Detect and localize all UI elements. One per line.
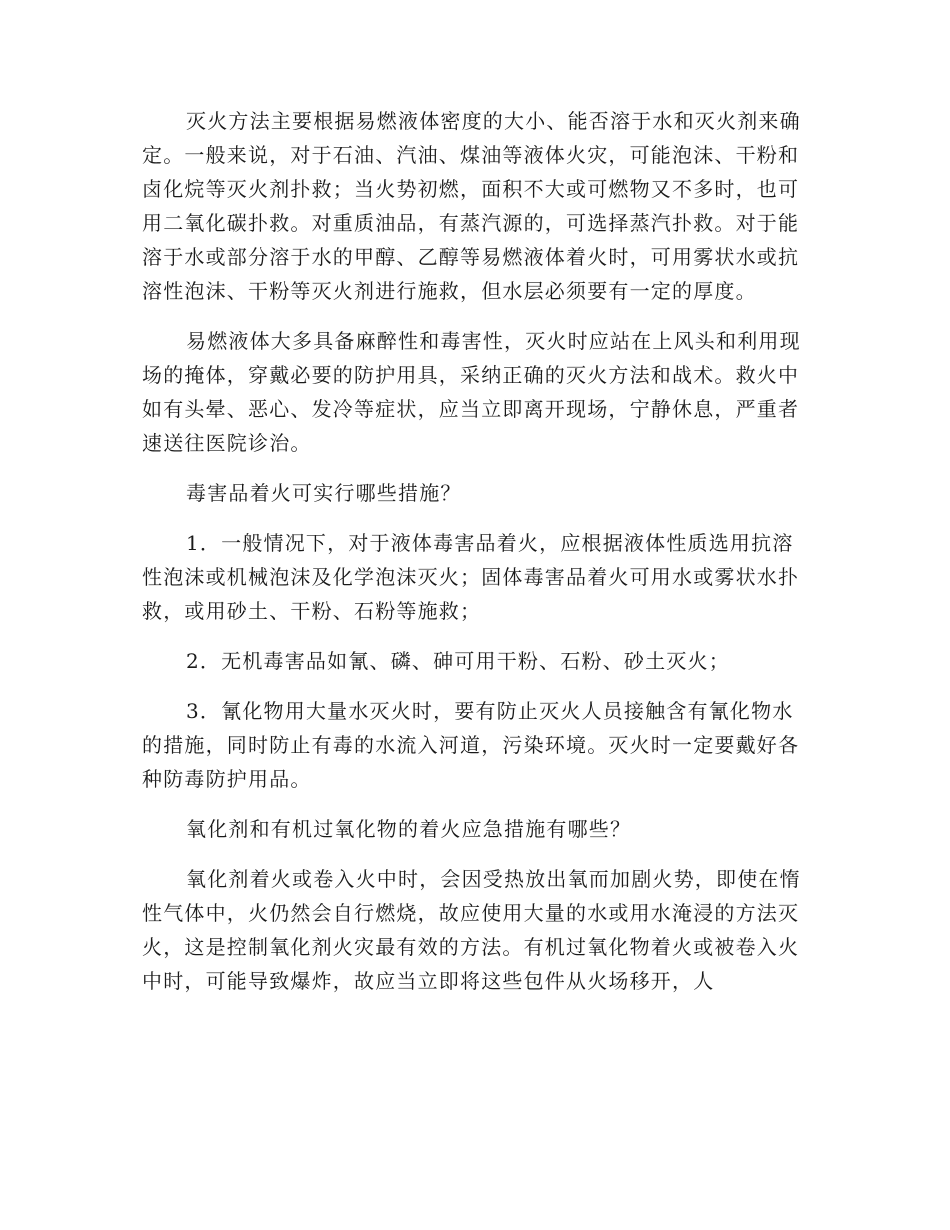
heading-toxic-measures: 毒害品着火可实行哪些措施？ [186, 481, 462, 505]
document-body [142, 104, 804, 1014]
paragraph-fire-methods: 灭火方法主要根据易燃液体密度的大小、能否溶于水和灭火剂来确定。一般来说，对于石油、汽油、煤油等液体火灾，可能泡沫、干粉和卤化烷等灭火剂扑救；当火势初燃，面积不大或可燃物又不多时，也可用二氧化碳扑救。对重质油品，有蒸汽源的，可选择蒸汽扑救。对于能溶于水或部分溶于水的甲醇、乙醇等易燃液体着火时，可用雾状水或抗溶性泡沫、干粉等灭火剂进行施救，但水层必须要有一定的厚度。 [142, 109, 801, 303]
paragraph-oxidizer-fire: 氧化剂着火或卷入火中时，会因受热放出氧而加剧火势，即使在惰性气体中，火仍然会自行燃烧，故应使用大量的水或用水淹浸的方法灭火，这是控制氧化剂火灾最有效的方法。有机过氧化物着火或被卷入火中时，可能导致爆炸，故应当立即将这些包件从火场移开，人 [142, 867, 801, 993]
list-item-1: 1．一般情况下，对于液体毒害品着火，应根据液体性质选用抗溶性泡沫或机械泡沫及化学泡沫灭火；固体毒害品着火可用水或雾状水扑救，或用砂土、干粉、石粉等施救； [142, 531, 800, 623]
heading-oxidizer-measures: 氧化剂和有机过氧化物的着火应急措施有哪些？ [186, 817, 632, 841]
list-item-3: 3．氰化物用大量水灭火时，要有防止灭火人员接触含有氰化物水的措施，同时防止有毒的水流入河道，污染环境。灭火时一定要戴好各种防毒防护用品。 [142, 699, 800, 791]
paragraph-liquid-toxicity: 易燃液体大多具备麻醉性和毒害性，灭火时应站在上风头和利用现场的掩体，穿戴必要的防护用具，采纳正确的灭火方法和战术。救火中如有头晕、恶心、发冷等症状，应当立即离开现场，宁静休息，严重者速送往医院诊治。 [142, 329, 801, 455]
list-item-2: 2．无机毒害品如氰、磷、砷可用干粉、石粉、砂土灭火； [186, 649, 730, 673]
